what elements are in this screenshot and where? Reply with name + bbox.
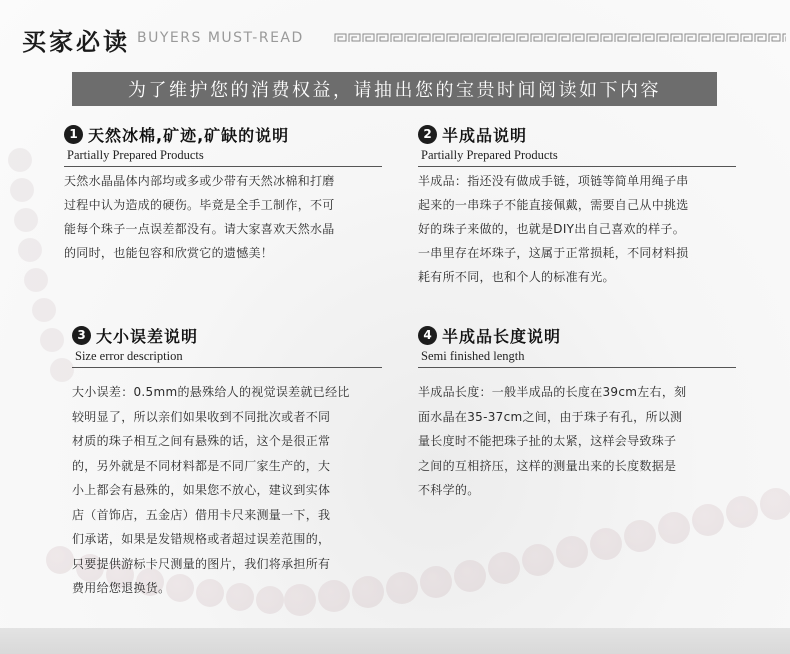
body-line: 大小误差：0.5mm的悬殊给人的视觉误差就已经比 (72, 385, 350, 399)
section-divider (418, 166, 736, 167)
section-semi-finished (418, 122, 736, 289)
body-line: 耗有所不同，也和个人的标准有光。 (418, 270, 615, 284)
body-line: 的，另外就是不同材料都是不同厂家生产的，大 (72, 458, 331, 473)
section-subtitle: Semi finished length (421, 349, 525, 363)
body-line: 们承诺，如果是发错规格或者超过误差范围的， (72, 532, 331, 546)
body-line: 的同时，也能包容和欣赏它的遗憾美！ (64, 246, 274, 260)
section-body (72, 380, 382, 601)
section-title: 天然冰棉,矿迹,矿缺的说明 (88, 125, 290, 145)
body-line: 半成品长度：一般半成品的长度在39cm左右，刻 (418, 385, 687, 399)
greek-key-border (334, 33, 786, 43)
body-line: 天然水晶晶体内部均或多或少带有天然冰棉和打磨 (64, 174, 335, 188)
section-divider (64, 166, 382, 167)
section-divider (72, 367, 382, 368)
section-body (418, 380, 736, 503)
section-body (418, 169, 736, 289)
body-line: 之间的互相挤压，这样的测量出来的长度数据是 (418, 458, 677, 473)
body-line: 起来的一串珠子不能直接佩戴，需要自己从中挑选 (418, 198, 689, 212)
body-line: 只要提供游标卡尺测量的图片，我们将承担所有 (72, 556, 331, 571)
section-number-badge: 1 (64, 125, 83, 144)
bottom-band (0, 628, 790, 654)
section-number-badge: 3 (72, 326, 91, 345)
body-line: 能每个珠子一点误差都没有。请大家喜欢天然水晶 (64, 222, 335, 236)
section-header (64, 122, 382, 146)
section-header (418, 122, 736, 146)
body-line: 费用给您退换货。 (72, 581, 171, 595)
body-line: 不科学的。 (418, 483, 480, 497)
section-title: 半成品说明 (442, 125, 528, 145)
body-line: 一串里存在坏珠子，这属于正常损耗，不同材料损 (418, 246, 689, 260)
section-title: 半成品长度说明 (442, 326, 562, 346)
section-body (64, 169, 382, 265)
body-line: 好的珠子来做的，也就是DIY出自己喜欢的样子。 (418, 222, 686, 236)
section-divider (418, 367, 736, 368)
section-subtitle: Size error description (75, 349, 183, 363)
section-subtitle: Partially Prepared Products (421, 148, 558, 162)
body-line: 店（首饰店，五金店）借用卡尺来测量一下，我 (72, 507, 331, 522)
body-line: 量长度时不能把珠子扯的太紧，这样会导致珠子 (418, 434, 677, 448)
section-header (418, 323, 736, 347)
notice-banner (72, 72, 717, 106)
body-line: 半成品：指还没有做成手链，项链等简单用绳子串 (418, 174, 689, 188)
body-line: 小上都会有悬殊的，如果您不放心，建议到实体 (72, 483, 331, 497)
notice-banner-text: 为了维护您的消费权益，请抽出您的宝贵时间阅读如下内容 (128, 80, 661, 101)
section-size-error (72, 323, 382, 601)
section-subtitle: Partially Prepared Products (67, 148, 204, 162)
section-header (72, 323, 382, 347)
page-subtitle: BUYERS MUST-READ (137, 30, 304, 46)
section-semi-finished-length (418, 323, 736, 503)
body-line: 过程中认为造成的硬伤。毕竟是全手工制作，不可 (64, 198, 335, 212)
section-ice-cotton (64, 122, 382, 265)
body-line: 材质的珠子相互之间有悬殊的话，这个是很正常 (72, 434, 331, 448)
body-line: 较明显了，所以亲们如果收到不同批次或者不同 (72, 409, 331, 424)
body-line: 面水晶在35-37cm之间，由于珠子有孔，所以测 (418, 409, 683, 424)
page-title: 买家必读 (22, 27, 130, 56)
section-number-badge: 4 (418, 326, 437, 345)
section-number-badge: 2 (418, 125, 437, 144)
section-title: 大小误差说明 (96, 326, 199, 346)
